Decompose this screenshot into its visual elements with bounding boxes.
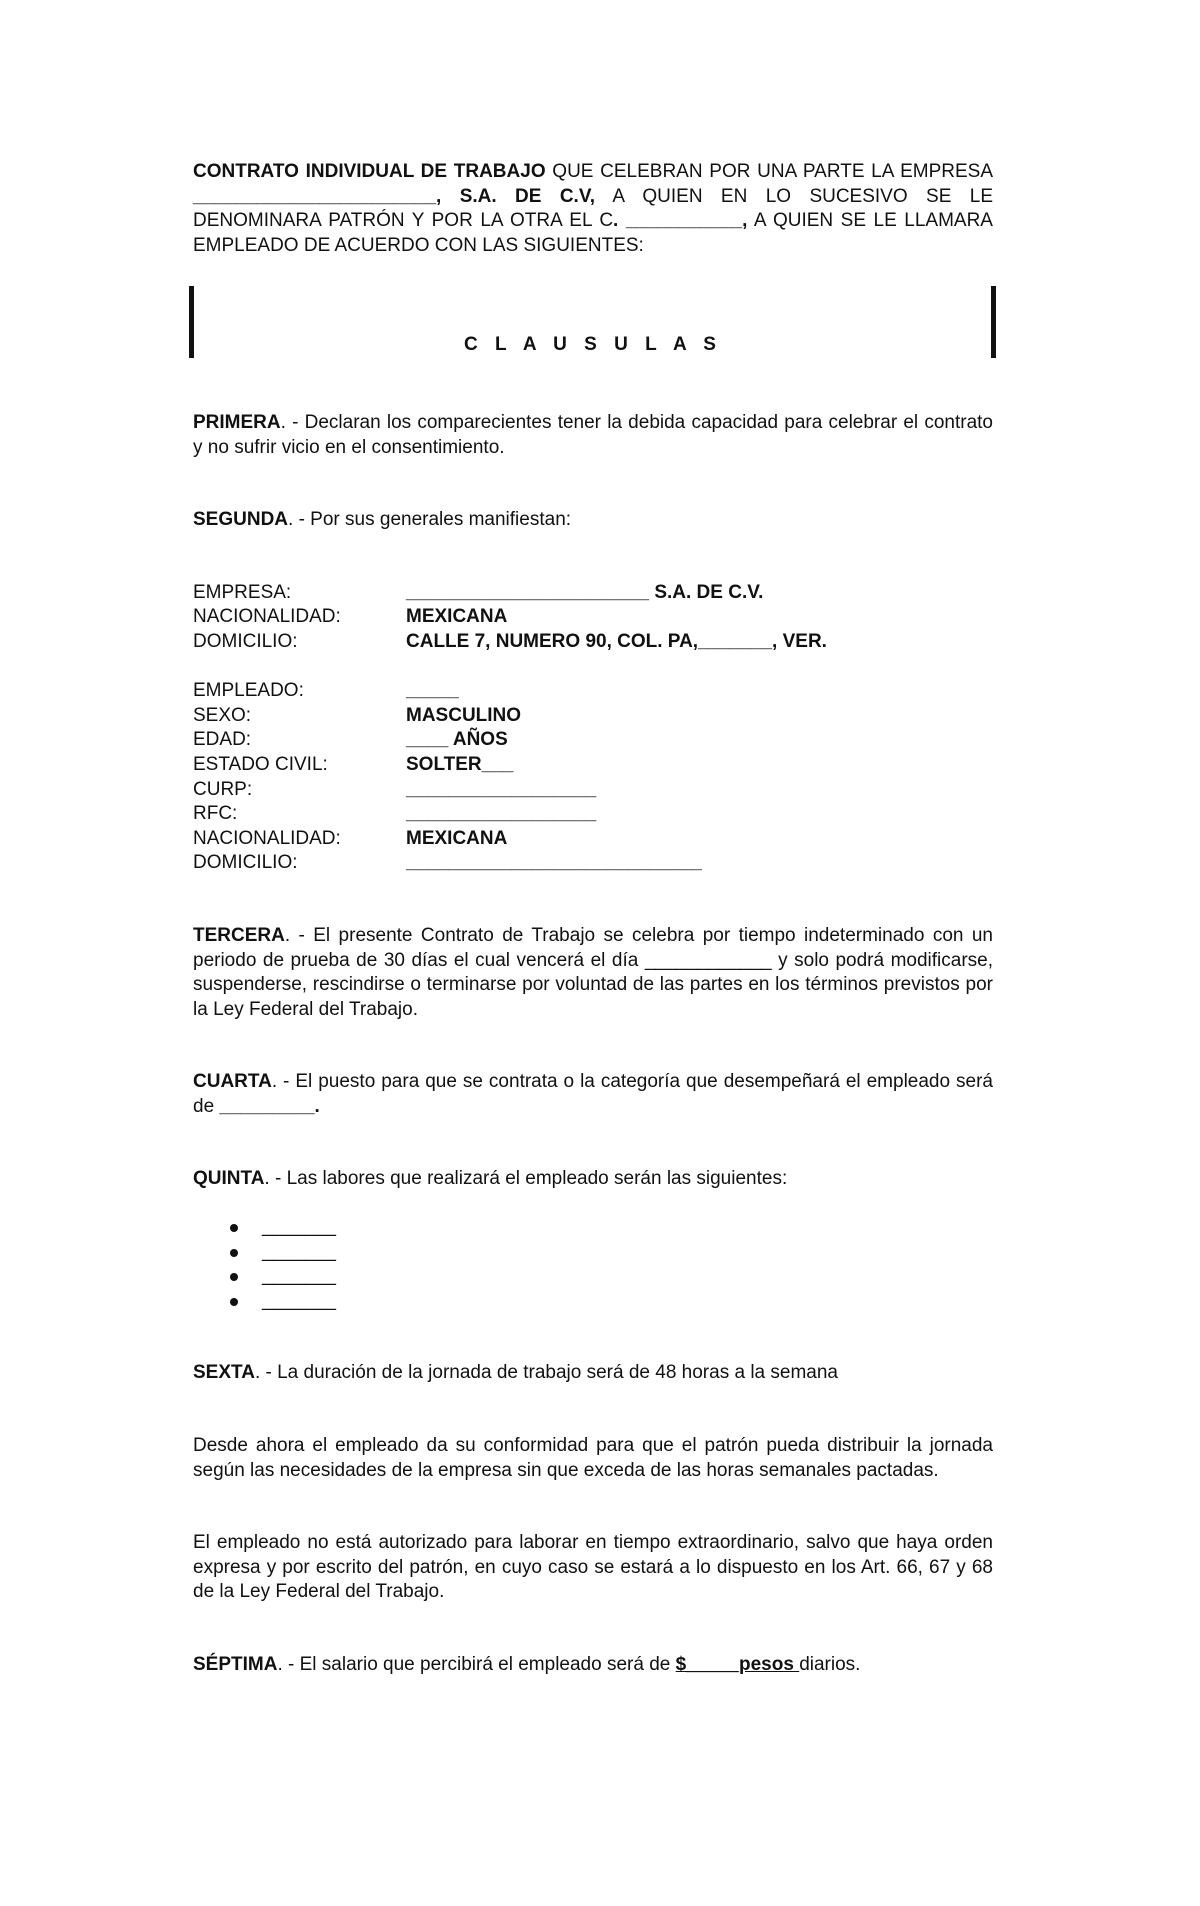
clause-segunda [193,508,993,533]
clause-label: CUARTA [193,1071,272,1093]
generales-row [193,778,993,803]
generales-value: _____ [406,680,459,702]
generales-value: MEXICANA [406,606,508,628]
bullet-icon [230,1224,238,1232]
bullet-icon [230,1298,238,1306]
bullet-icon [230,1273,238,1281]
clausulas-title: C L A U S U L A S [464,334,722,355]
generales-label: DOMICILIO: [193,852,298,874]
generales-value: __________________ [406,803,597,825]
clause-sexta [193,1361,993,1386]
contract-title: CONTRATO INDIVIDUAL DE TRABAJO [193,161,546,182]
clause-septima [193,1653,993,1678]
list-item-text: _______ [262,1240,336,1262]
generales-value: ____________________________ [406,852,702,874]
generales-row [193,827,993,852]
generales-label: NACIONALIDAD: [193,606,341,628]
paragraph-extraordinario: El empleado no está autorizado para laborar en tiempo extraordinario, salvo que haya orden expresa y por escrito del patrón, en cuyo caso se estará a lo dispuesto en los Art. 66, 67 y 68 de la Ley Federal del Trabajo. [193,1532,993,1603]
list-item [193,1240,993,1265]
generales-label: EDAD: [193,729,252,751]
list-item-text: _______ [262,1265,336,1287]
generales-label: RFC: [193,803,238,825]
clausulas-header [193,286,993,364]
generales-value: MEXICANA [406,827,508,849]
intro-text-2: A QUIEN EN LO SUCESIVO SE LE DENOMINARA PATRÓN Y POR LA OTRA EL C [193,185,993,232]
clause-tercera [193,924,993,1022]
clause-text: . - El salario que percibirá el empleado será de [277,1654,676,1675]
contract-intro [193,160,993,260]
clause-label: SEGUNDA [193,509,289,531]
generales-row [193,704,993,729]
list-item [193,1289,993,1314]
generales-label: NACIONALIDAD: [193,827,341,849]
generales-label: EMPRESA: [193,581,292,603]
intro-text-3: A QUIEN SE LE LLAMARA EMPLEADO DE ACUERDO CON LAS SIGUIENTES: [193,210,993,256]
clause-text: . - El puesto para que se contrata o la categoría que desempeñará el empleado será de [193,1071,993,1117]
generales-row [193,753,993,778]
clause-text: . - El presente Contrato de Trabajo se celebra por tiempo indeterminado con un periodo de prueba de 30 días el cual vencerá el día ____________ y solo podrá modificarse, suspenderse, rescindirse o terminarse por voluntad de las partes en los términos previstos por la Ley Federal del Trabajo. [193,924,993,1020]
list-item-text: _______ [262,1289,336,1311]
generales-value: MASCULINO [406,704,522,726]
generales-table [193,581,993,876]
generales-row [193,728,993,753]
clause-quinta [193,1167,993,1192]
generales-label: ESTADO CIVIL: [193,753,328,775]
clause-primera [193,411,993,460]
clause-text: . - Declaran los comparecientes tener la debida capacidad para celebrar el contrato y no sufrir vicio en el consentimiento. [193,412,993,458]
generales-value: _______________________ S.A. DE C.V. [406,581,764,603]
list-item [193,1215,993,1240]
paragraph-jornada: Desde ahora el empleado da su conformidad para que el patrón pueda distribuir la jornada según las necesidades de la empresa sin que exceda de las horas semanales pactadas. [193,1435,993,1481]
clause-text: . - La duración de la jornada de trabajo será de 48 horas a la semana [254,1362,838,1384]
clause-label: TERCERA [193,924,285,946]
generales-label: EMPLEADO: [193,680,304,702]
clause-text: . - Por sus generales manifiestan: [288,509,572,531]
generales-row [193,851,993,876]
generales-label: CURP: [193,778,253,800]
generales-value: __________________ [406,778,597,800]
intro-text-1: QUE CELEBRAN POR UNA PARTE LA EMPRESA [545,161,993,182]
generales-row [193,630,993,655]
generales-label: DOMICILIO: [193,630,298,652]
generales-spacer [193,655,993,680]
generales-row [193,679,993,704]
generales-value: SOLTER___ [406,753,514,775]
list-item-text: _______ [262,1216,336,1238]
salary-amount: $_____pesos [675,1654,800,1675]
list-item [193,1264,993,1289]
position-blank: _________. [219,1095,320,1117]
right-border-bar [991,286,996,358]
generales-label: SEXO: [193,704,252,726]
clause-text: . - Las labores que realizará el empleado serán las siguientes: [264,1168,788,1190]
contract-page [193,160,993,1678]
clause-cuarta [193,1070,993,1119]
generales-row [193,581,993,606]
generales-row [193,802,993,827]
clause-label: SEXTA [193,1362,255,1384]
generales-value: CALLE 7, NUMERO 90, COL. PA,_______, VER. [406,630,827,652]
clause-label: PRIMERA [193,412,281,433]
clause-label: SÉPTIMA [193,1654,278,1675]
clause-label: QUINTA [193,1168,265,1190]
employee-blank: . ___________, [613,210,748,232]
company-blank: _______________________, S.A. DE C.V, [193,185,596,207]
generales-row [193,605,993,630]
generales-value: ____ AÑOS [406,729,508,751]
labores-list [193,1215,993,1313]
bullet-icon [230,1249,238,1257]
salary-tail: diarios. [799,1654,861,1675]
